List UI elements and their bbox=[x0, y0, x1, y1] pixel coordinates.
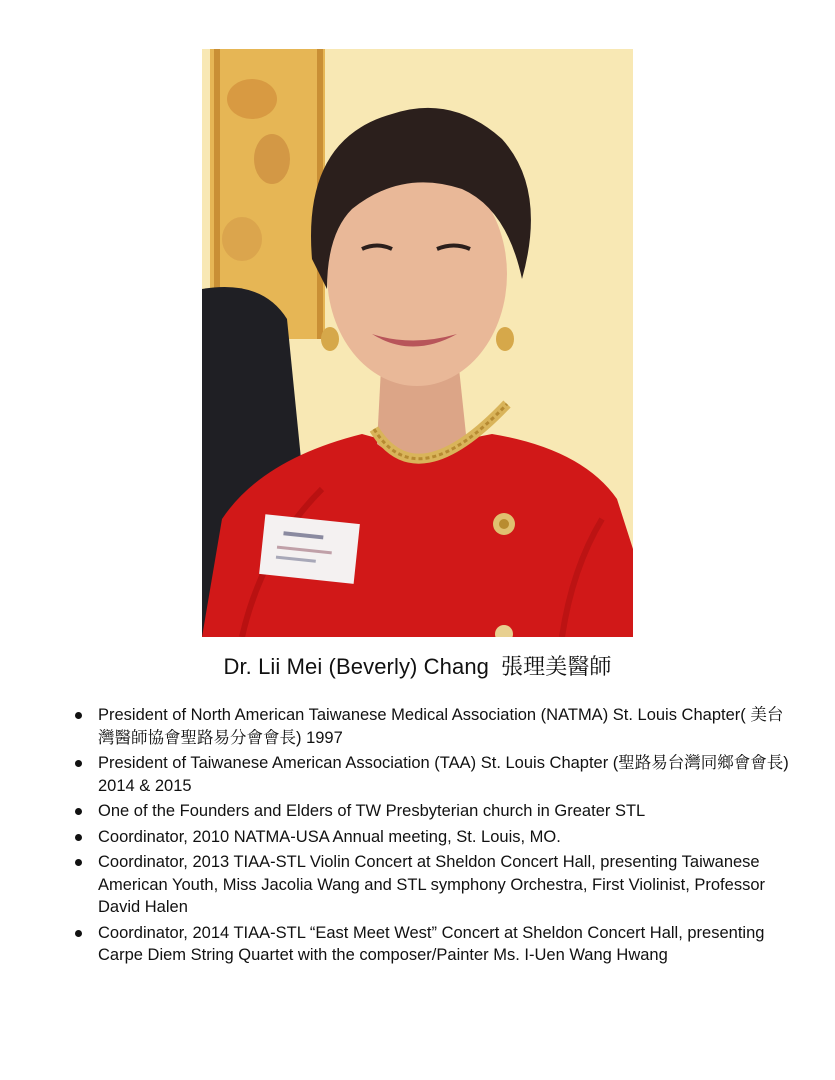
list-item-text: Coordinator, 2013 TIAA-STL Violin Concert at Sheldon Concert Hall, presenting Taiwanese American Youth, Miss Jacolia Wang and STL symphony Orchestra, First Violinist, Professor David Halen bbox=[98, 853, 765, 916]
list-item bbox=[70, 851, 790, 919]
list-item-text: President of Taiwanese American Association (TAA) St. Louis Chapter (聖路易台灣同鄉會會長) 2014 & 2015 bbox=[98, 754, 789, 795]
list-item bbox=[70, 800, 790, 823]
portrait-photo bbox=[202, 49, 633, 637]
bullet-icon bbox=[75, 859, 82, 866]
accomplishments-list bbox=[70, 704, 790, 970]
list-item-text: Coordinator, 2010 NATMA-USA Annual meeting, St. Louis, MO. bbox=[98, 827, 561, 846]
bullet-icon bbox=[75, 808, 82, 815]
bullet-icon bbox=[75, 760, 82, 767]
list-item bbox=[70, 922, 790, 967]
person-chinese-name: 張理美醫師 bbox=[501, 654, 612, 679]
page-title bbox=[0, 652, 835, 682]
list-item bbox=[70, 704, 790, 749]
portrait-illustration bbox=[202, 49, 633, 637]
list-item-text: Coordinator, 2014 TIAA-STL “East Meet West” Concert at Sheldon Concert Hall, presenting Carpe Diem String Quartet with the composer/Painter Ms. I-Uen Wang Hwang bbox=[98, 923, 765, 964]
person-name: Dr. Lii Mei (Beverly) Chang bbox=[223, 654, 490, 679]
list-item bbox=[70, 826, 790, 849]
bullet-icon bbox=[75, 712, 82, 719]
bullet-icon bbox=[75, 834, 82, 841]
list-item-text: President of North American Taiwanese Medical Association (NATMA) St. Louis Chapter( 美台灣醫師協會聖路易分會會長) 1997 bbox=[98, 706, 784, 747]
list-item bbox=[70, 752, 790, 797]
bullet-icon bbox=[75, 930, 82, 937]
list-item-text: One of the Founders and Elders of TW Presbyterian church in Greater STL bbox=[98, 802, 646, 820]
